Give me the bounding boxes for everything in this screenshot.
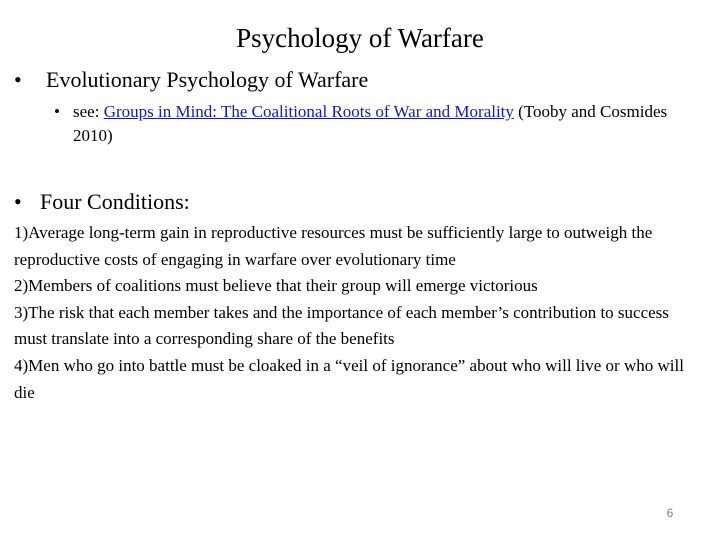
condition-item: 3)The risk that each member takes and the importance of each member’s contribution to success must translate into a corresponding share of the benefits [14,302,669,349]
main-bullet [14,66,704,94]
bullet-icon: • [54,102,60,121]
sub-bullet-prefix: see: [73,102,104,121]
condition-item: 2)Members of coalitions must believe that their group will emerge victorious [14,276,538,296]
sub-bullet [54,100,704,148]
conditions-heading: Four Conditions: [40,189,190,214]
slide-title: Psychology of Warfare [236,23,484,53]
bullet-icon: • [14,189,22,214]
reference-link[interactable]: Groups in Mind: The Coalitional Roots of War and Morality [103,102,514,121]
conditions-bullet [14,188,704,216]
bullet-icon: • [14,67,22,92]
sub-bullet-suffix: (Tooby and Cosmides 2010) [73,102,668,145]
page-number: 6 [666,506,674,520]
condition-item: 4)Men who go into battle must be cloaked in a “veil of ignorance” about who will live or who will die [14,355,684,402]
condition-item: 1)Average long-term gain in reproductive resources must be sufficiently large to outweigh the reproductive costs of engaging in warfare over evolutionary time [14,223,653,269]
main-bullet-text: Evolutionary Psychology of Warfare [46,67,369,92]
sub-bullet-text [73,100,704,148]
conditions-list [14,220,704,406]
